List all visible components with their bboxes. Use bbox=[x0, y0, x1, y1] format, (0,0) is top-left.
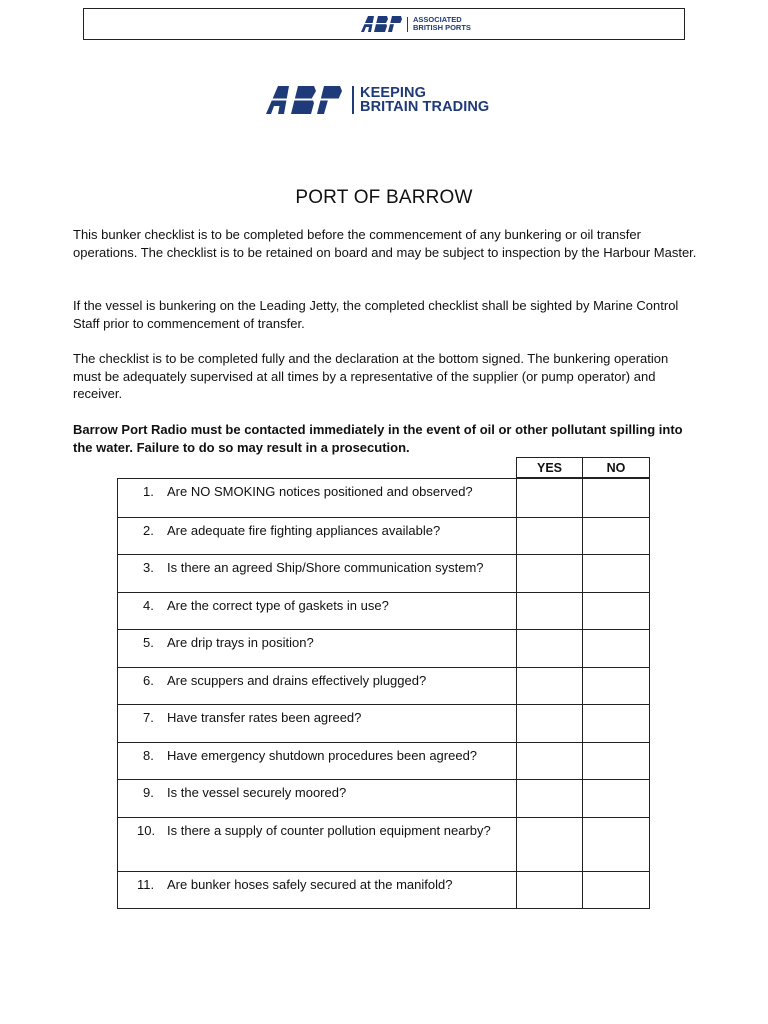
bunker-checklist bbox=[117, 478, 650, 909]
question-text: Are drip trays in position? bbox=[167, 635, 314, 650]
no-checkbox-cell[interactable] bbox=[583, 593, 649, 630]
question-text: Are adequate fire fighting appliances available? bbox=[167, 522, 441, 538]
yes-checkbox-cell[interactable] bbox=[517, 872, 583, 909]
no-checkbox-cell[interactable] bbox=[583, 743, 649, 780]
question-text: Is there an agreed Ship/Shore communication system? bbox=[167, 560, 484, 575]
question-number: 5. bbox=[143, 635, 154, 650]
abp-brand-logo bbox=[264, 84, 489, 116]
question-text: Are NO SMOKING notices positioned and observed? bbox=[167, 484, 473, 499]
no-checkbox-cell[interactable] bbox=[583, 630, 649, 667]
question-cell bbox=[118, 593, 517, 630]
checklist-row bbox=[118, 629, 649, 667]
tagline-line2: BRITAIN TRADING bbox=[360, 99, 490, 115]
document-title: PORT OF BARROW bbox=[295, 187, 473, 208]
question-text: Have emergency shutdown procedures been agreed? bbox=[167, 747, 478, 763]
question-text: Are the correct type of gaskets in use? bbox=[167, 597, 389, 613]
intro-paragraph: This bunker checklist is to be completed before the commencement of any bunkering or oil transfer operations. The checklist is to be retained on board and may be subject to inspection by the Harbour Master. bbox=[73, 227, 697, 260]
checklist-row bbox=[118, 817, 649, 871]
question-text: Are bunker hoses safely secured at the manifold? bbox=[167, 876, 453, 892]
small-logo-line2: BRITISH PORTS bbox=[413, 23, 471, 32]
yes-checkbox-cell[interactable] bbox=[517, 705, 583, 742]
yes-checkbox-cell[interactable] bbox=[517, 518, 583, 555]
question-text: Is there a supply of counter pollution equipment nearby? bbox=[167, 822, 491, 838]
question-number: 9. bbox=[143, 785, 154, 800]
yes-checkbox-cell[interactable] bbox=[517, 555, 583, 592]
question-cell bbox=[118, 668, 517, 705]
yes-checkbox-cell[interactable] bbox=[517, 630, 583, 667]
question-cell bbox=[118, 743, 517, 780]
checklist-row bbox=[118, 742, 649, 780]
question-cell bbox=[118, 705, 517, 742]
question-cell bbox=[118, 518, 517, 555]
no-checkbox-cell[interactable] bbox=[583, 705, 649, 742]
checklist-row bbox=[118, 779, 649, 817]
no-checkbox-cell[interactable] bbox=[583, 668, 649, 705]
no-checkbox-cell[interactable] bbox=[583, 780, 649, 817]
question-text: Have transfer rates been agreed? bbox=[167, 710, 362, 725]
checklist-row bbox=[118, 479, 649, 517]
checklist-row bbox=[118, 667, 649, 705]
completion-paragraph: The checklist is to be completed fully and the declaration at the bottom signed. The bunkering operation must be adequately supervised at all times by a representative of the supplier (or pump operator) and receiver. bbox=[73, 351, 669, 402]
question-cell bbox=[118, 630, 517, 667]
question-number: 10. bbox=[137, 822, 156, 838]
question-number: 11. bbox=[137, 876, 155, 892]
logo-separator bbox=[407, 17, 408, 32]
small-logo-line1: ASSOCIATED bbox=[413, 15, 462, 24]
question-text: Are scuppers and drains effectively plugged? bbox=[167, 672, 427, 688]
brand-tagline bbox=[360, 86, 489, 114]
question-number: 7. bbox=[143, 710, 154, 725]
logo-separator bbox=[352, 86, 354, 114]
tagline-line1: KEEPING bbox=[360, 85, 426, 101]
yes-checkbox-cell[interactable] bbox=[517, 593, 583, 630]
question-cell bbox=[118, 555, 517, 592]
question-text: Is the vessel securely moored? bbox=[167, 785, 347, 800]
question-number: 2. bbox=[143, 522, 154, 538]
question-cell bbox=[118, 780, 517, 817]
question-number: 8. bbox=[143, 747, 154, 763]
header-box bbox=[83, 8, 685, 40]
pollution-warning: Barrow Port Radio must be contacted immediately in the event of oil or other pollutant spilling into the water. Failure to do so may result in a prosecution. bbox=[73, 422, 683, 455]
question-number: 4. bbox=[143, 597, 154, 613]
question-cell bbox=[118, 818, 517, 871]
question-number: 1. bbox=[143, 484, 154, 499]
question-number: 3. bbox=[143, 560, 154, 575]
no-checkbox-cell[interactable] bbox=[583, 479, 649, 517]
question-cell bbox=[118, 479, 517, 517]
checklist-row bbox=[118, 871, 649, 909]
abp-mark-icon bbox=[264, 86, 346, 114]
jetty-paragraph: If the vessel is bunkering on the Leading Jetty, the completed checklist shall be sighted by Marine Control Staff prior to commencement of transfer. bbox=[73, 298, 679, 331]
abp-mark-icon bbox=[359, 16, 403, 32]
no-column-header: NO bbox=[606, 460, 626, 475]
no-checkbox-cell[interactable] bbox=[583, 518, 649, 555]
yes-checkbox-cell[interactable] bbox=[517, 668, 583, 705]
yes-checkbox-cell[interactable] bbox=[517, 780, 583, 817]
yes-checkbox-cell[interactable] bbox=[517, 743, 583, 780]
abp-small-logo bbox=[359, 15, 471, 33]
yes-checkbox-cell[interactable] bbox=[517, 818, 583, 871]
checklist-row bbox=[118, 704, 649, 742]
question-number: 6. bbox=[143, 672, 154, 688]
checklist-row bbox=[118, 554, 649, 592]
answer-header bbox=[516, 457, 650, 478]
checklist-row bbox=[118, 517, 649, 555]
no-checkbox-cell[interactable] bbox=[583, 555, 649, 592]
checklist-row bbox=[118, 592, 649, 630]
yes-checkbox-cell[interactable] bbox=[517, 479, 583, 517]
no-checkbox-cell[interactable] bbox=[583, 818, 649, 871]
question-cell bbox=[118, 872, 517, 909]
no-checkbox-cell[interactable] bbox=[583, 872, 649, 909]
small-logo-text bbox=[413, 16, 471, 32]
yes-column-header: YES bbox=[517, 458, 583, 477]
